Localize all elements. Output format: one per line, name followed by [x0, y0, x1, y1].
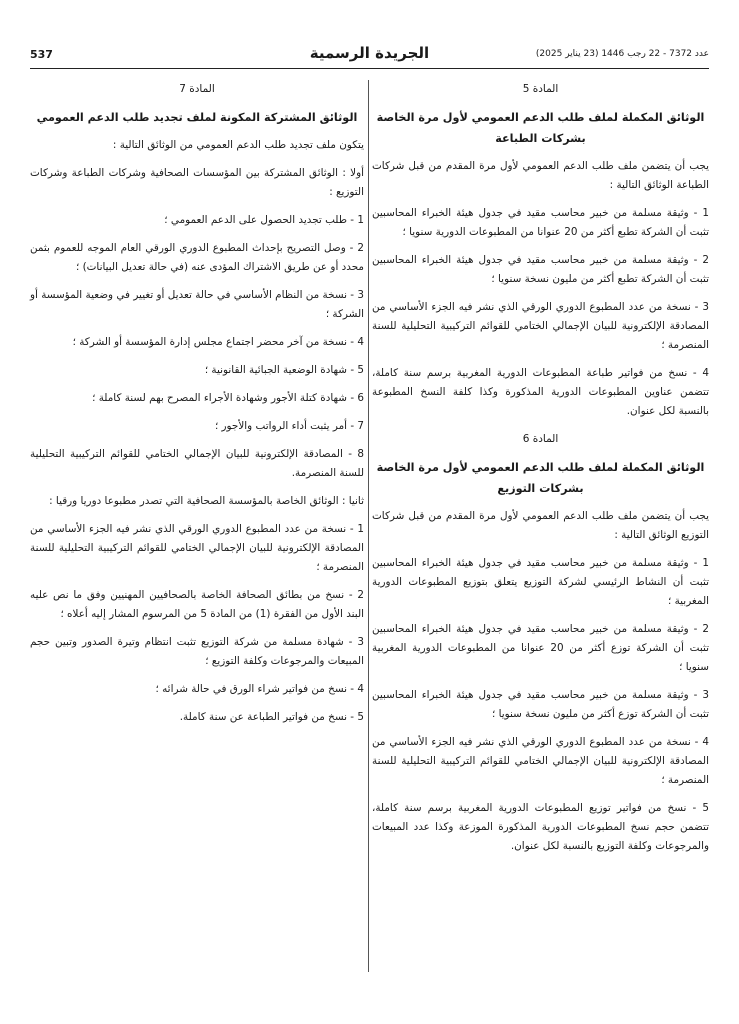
article-6-item: 5 - نسخ من فواتير توزيع المطبوعات الدورية المغربية برسم سنة كاملة، تتضمن حجم نسخ المطبوعات الدورية المذكورة الموزعة وكذا عدد المبيعات والمرجوعات وكلفة التوزيع بالنسبة لكل عنوان. — [372, 802, 709, 852]
article-7-part1-heading: أولا : الوثائق المشتركة بين المؤسسات الصحافية وشركات الطباعة وشركات التوزيع : — [30, 167, 364, 198]
article-5-label: المادة 5 — [522, 83, 559, 95]
left-column — [30, 80, 364, 736]
article-6-item: 1 - وثيقة مسلمة من خبير محاسب مقيد في جدول هيئة الخبراء المحاسبين تثبت أن النشاط الرئيسي لشركة التوزيع يتعلق بتوزيع المطبوعات الدورية المغربية ؛ — [372, 557, 709, 607]
article-7-part2-item: 5 - نسخ من فواتير الطباعة عن سنة كاملة. — [179, 711, 364, 723]
article-5-item: 2 - وثيقة مسلمة من خبير محاسب مقيد في جدول هيئة الخبراء المحاسبين تثبت أن الشركة تطبع أكثر من مليون نسخة سنويا ؛ — [372, 254, 709, 285]
gazette-title: الجريدة الرسمية — [309, 44, 430, 62]
article-5-item: 4 - نسخ من فواتير طباعة المطبوعات الدورية المغربية برسم سنة كاملة، تتضمن عناوين المطبوعات الدورية المذكورة وكذا كلفة النسخ المطبوعة بالنسبة لكل عنوان. — [372, 367, 709, 417]
page-number: 537 — [30, 48, 53, 61]
article-6-intro: يجب أن يتضمن ملف طلب الدعم العمومي لأول مرة المقدم من قبل شركات التوزيع الوثائق التالية : — [372, 510, 709, 541]
article-6-item: 4 - نسخة من عدد المطبوع الدوري الورقي الذي نشر فيه الجزء الأساسي من المصادقة الإلكترونية للبيان الإجمالي الختامي للقوائم التركيبية التحليلية للسنة المنصرمة ؛ — [372, 736, 709, 786]
page-header — [30, 42, 709, 69]
article-7-part1-item: 8 - المصادقة الإلكترونية للبيان الإجمالي الختامي للقوائم التركيبية التحليلية للسنة المنصرمة. — [30, 448, 364, 479]
article-7-part1-item: 5 - شهادة الوضعية الجبائية القانونية ؛ — [204, 364, 364, 376]
article-7-part2-heading: ثانيا : الوثائق الخاصة بالمؤسسة الصحافية التي تصدر مطبوعا دوريا ورقيا : — [49, 495, 364, 507]
article-7-part1-item: 3 - نسخة من النظام الأساسي في حالة تعديل أو تغيير في وضعية المؤسسة أو الشركة ؛ — [30, 289, 364, 320]
article-7-part1-item: 2 - وصل التصريح بإحداث المطبوع الدوري الورقي العام الموجه للعموم بثمن محدد أو عن طريق الاشتراك المؤدى عنه (في حالة تعديل البيانات) ؛ — [30, 242, 364, 273]
article-7-part2-item: 3 - شهادة مسلمة من شركة التوزيع تثبت انتظام وتيرة الصدور وتبين حجم المبيعات والمرجوعات وكلفة التوزيع ؛ — [30, 636, 364, 667]
article-6-item: 2 - وثيقة مسلمة من خبير محاسب مقيد في جدول هيئة الخبراء المحاسبين تثبت أن الشركة توزع أكثر من 20 عنوانا من المطبوعات الدورية المغربية سنويا ؛ — [372, 623, 710, 673]
article-7-part2-item: 1 - نسخة من عدد المطبوع الدوري الورقي الذي نشر فيه الجزء الأساسي من المصادقة الإلكترونية للبيان الإجمالي الختامي للقوائم التركيبية التحليلية للسنة المنصرمة ؛ — [30, 523, 364, 573]
issue-info: عدد 7372 - 22 رجب 1446 (23 يناير 2025) — [535, 49, 709, 59]
article-7-part2-item: 4 - نسخ من فواتير شراء الورق في حالة شرائه ؛ — [155, 683, 364, 695]
article-7-label: المادة 7 — [179, 83, 215, 95]
article-7-part1-item: 6 - شهادة كتلة الأجور وشهادة الأجراء المصرح بهم لسنة كاملة ؛ — [92, 392, 364, 404]
article-7-title: الوثائق المشتركة المكونة لملف تجديد طلب الدعم العمومي — [36, 111, 358, 124]
article-5-item: 1 - وثيقة مسلمة من خبير محاسب مقيد في جدول هيئة الخبراء المحاسبين تثبت أن الشركة تطبع أكثر من 20 عنوانا من المطبوعات الدورية سنويا ؛ — [372, 207, 709, 238]
right-column — [372, 80, 709, 865]
article-5-title: الوثائق المكملة لملف طلب الدعم العمومي لأول مرة الخاصة بشركات الطباعة — [376, 111, 705, 145]
article-6-label: المادة 6 — [522, 433, 559, 445]
article-6-item: 3 - وثيقة مسلمة من خبير محاسب مقيد في جدول هيئة الخبراء المحاسبين تثبت أن الشركة توزع أكثر من مليون نسخة سنويا ؛ — [372, 689, 709, 720]
column-divider — [368, 80, 369, 972]
article-7-part1-item: 7 - أمر يثبت أداء الرواتب والأجور ؛ — [214, 420, 364, 432]
article-7-intro: يتكون ملف تجديد طلب الدعم العمومي من الوثائق التالية : — [112, 139, 364, 151]
article-7-part1-item: 4 - نسخة من آخر محضر اجتماع مجلس إدارة المؤسسة أو الشركة ؛ — [72, 336, 364, 348]
article-5-item: 3 - نسخة من عدد المطبوع الدوري الورقي الذي نشر فيه الجزء الأساسي من المصادقة الإلكترونية للبيان الإجمالي الختامي للقوائم التركيبية التحليلية للسنة المنصرمة ؛ — [372, 301, 709, 351]
article-5-intro: يجب أن يتضمن ملف طلب الدعم العمومي لأول مرة المقدم من قبل شركات الطباعة الوثائق التالية : — [372, 160, 709, 191]
article-6-title: الوثائق المكملة لملف طلب الدعم العمومي لأول مرة الخاصة بشركات التوزيع — [376, 461, 705, 495]
article-7-part1-item: 1 - طلب تجديد الحصول على الدعم العمومي ؛ — [164, 214, 364, 226]
article-7-part2-item: 2 - نسخ من بطائق الصحافة الخاصة بالصحافيين المهنيين وفق ما نص عليه البند الأول من الفقرة (1) من المادة 5 من المرسوم المشار إليه أعلاه ؛ — [30, 589, 364, 620]
